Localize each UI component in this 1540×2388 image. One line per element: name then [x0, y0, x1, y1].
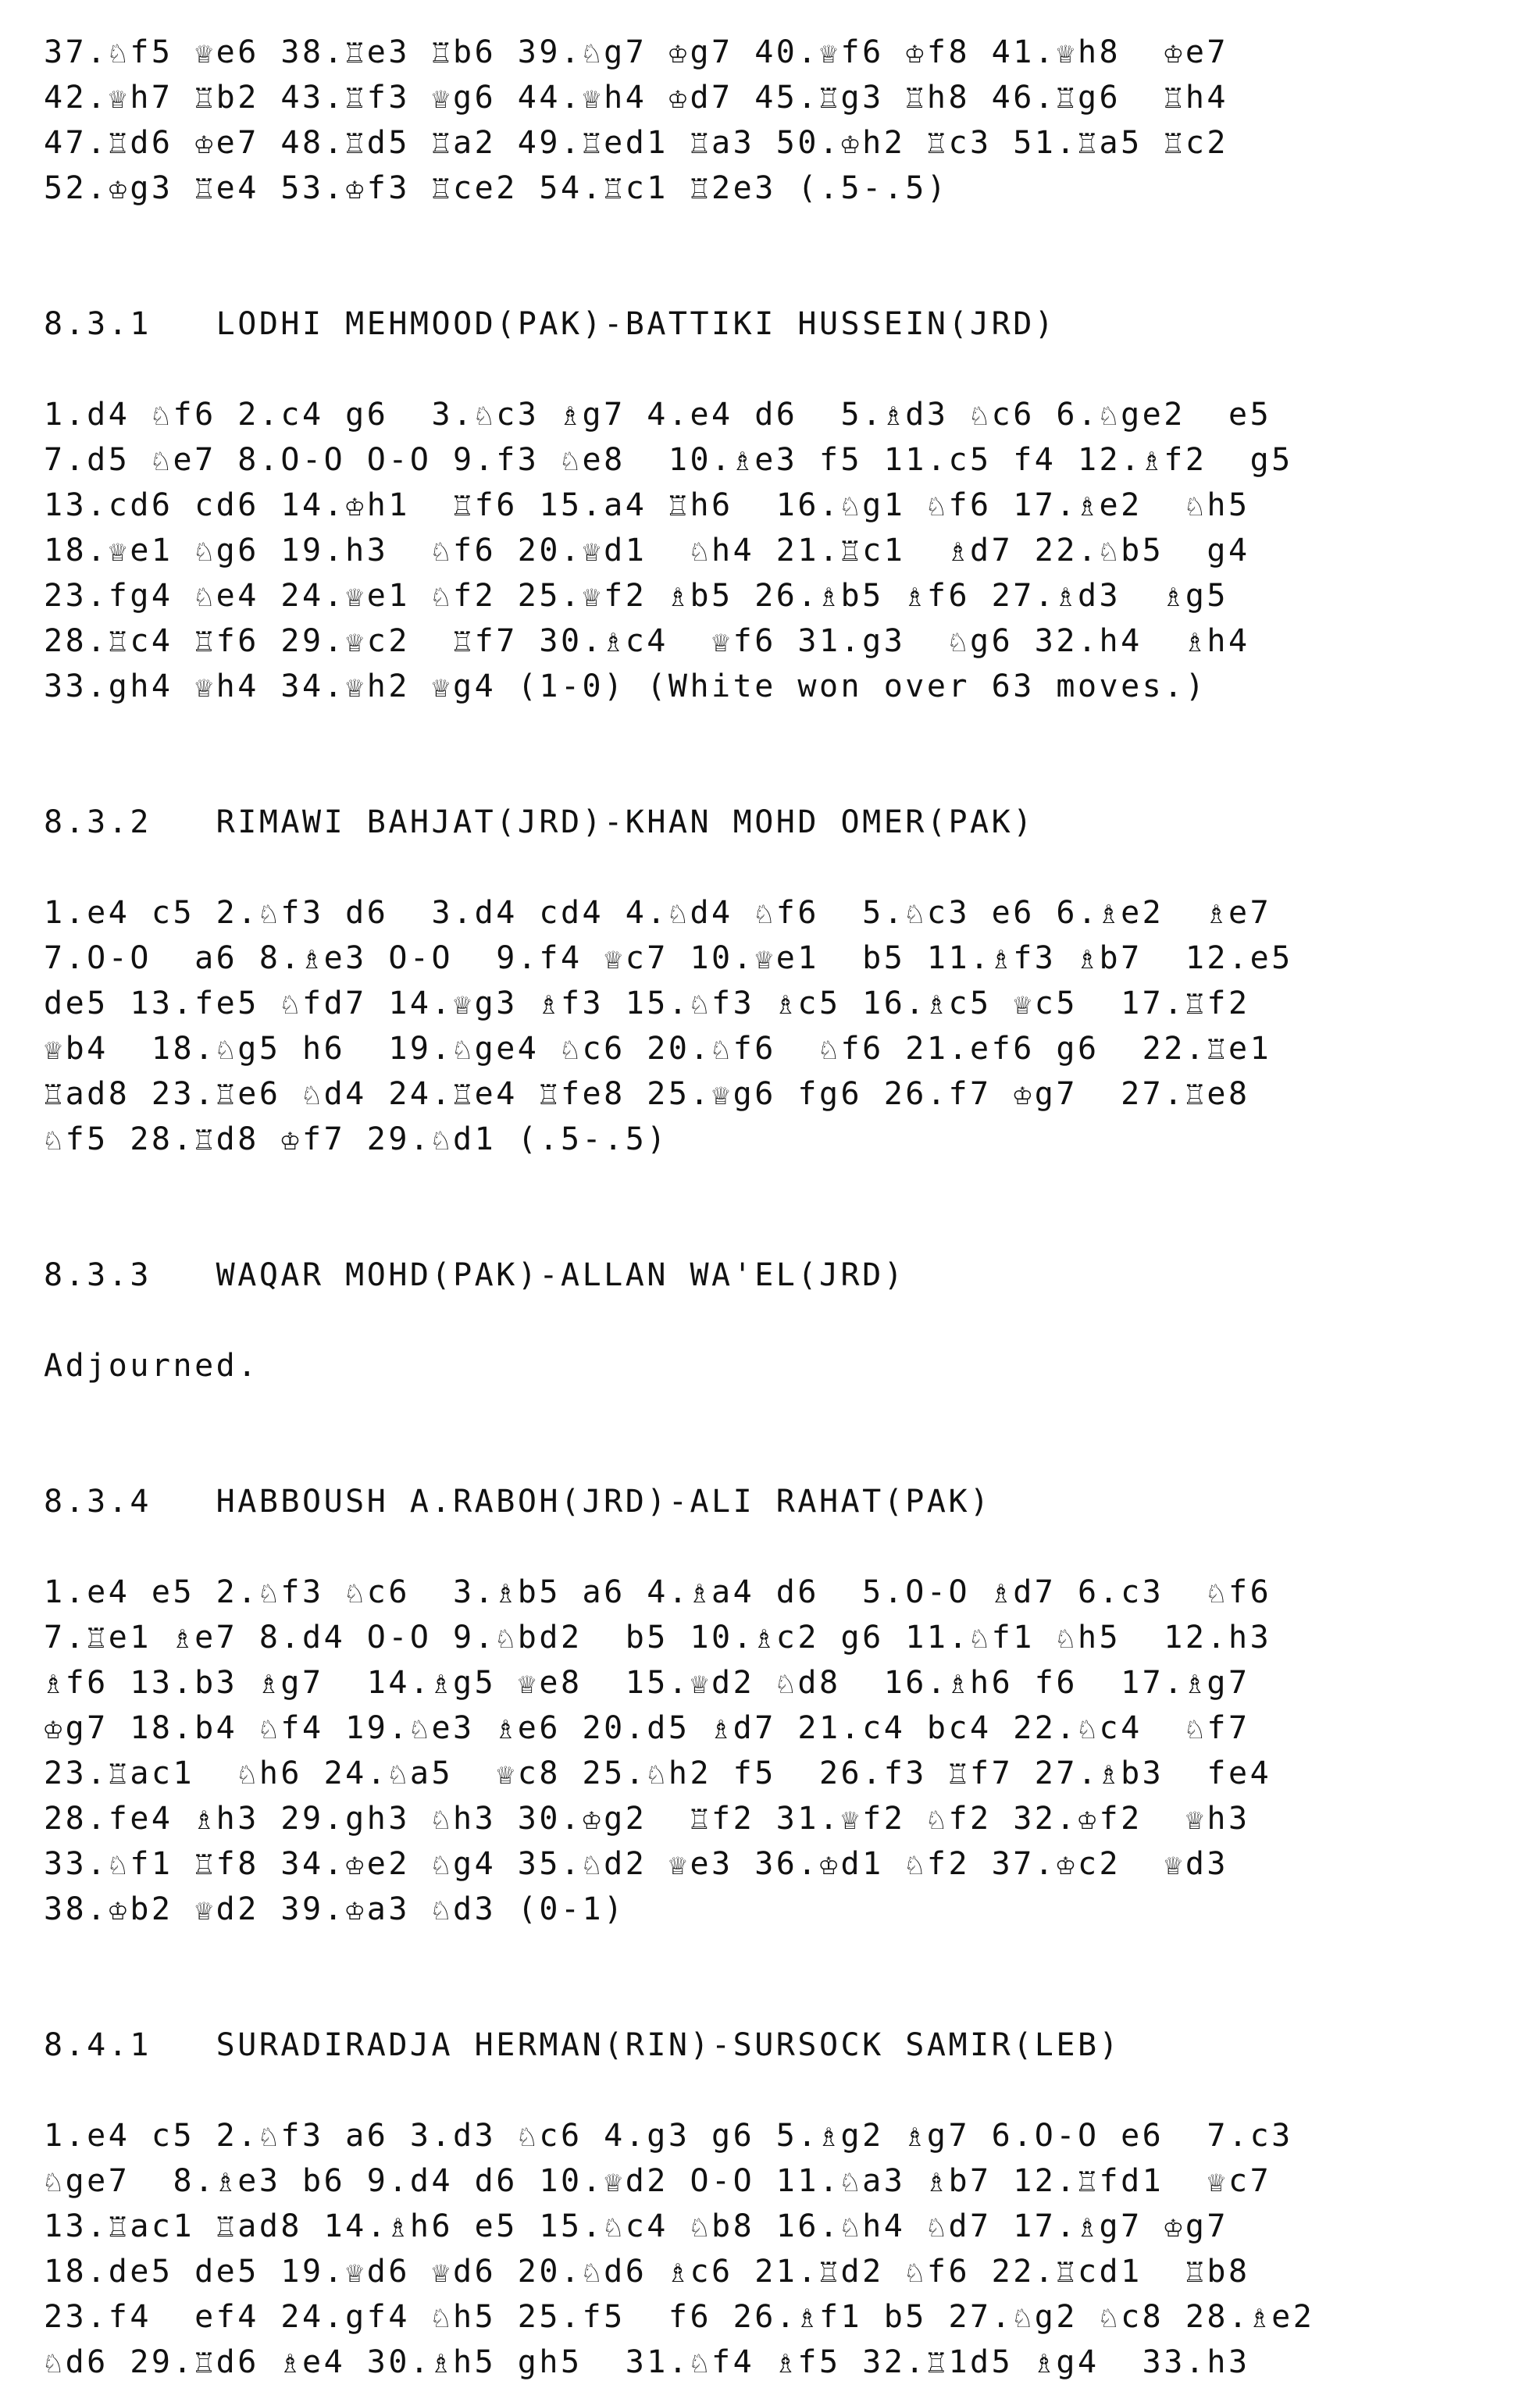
move-line: ♕b4 18.♘g5 h6 19.♘ge4 ♘c6 20.♘f6 ♘f6 21.ef6 g6 22.♖e1 [44, 1031, 1272, 1067]
game-number: 8.4.1 [44, 2027, 152, 2063]
game-moves-8-3-2 [44, 890, 1496, 1162]
move-line: 23.fg4 ♘e4 24.♕e1 ♘f2 25.♕f2 ♗b5 26.♗b5 ♗f6 27.♗d3 ♗g5 [44, 578, 1229, 614]
game-moves-8-3-4 [44, 1570, 1496, 1932]
game-heading-8-3-1 [44, 301, 1496, 347]
move-line: 1.e4 e5 2.♘f3 ♘c6 3.♗b5 a6 4.♗a4 d6 5.O-O ♗d7 6.c3 ♘f6 [44, 1574, 1272, 1610]
game-moves-8-4-1 [44, 2113, 1496, 2385]
move-line: 28.♖c4 ♖f6 29.♕c2 ♖f7 30.♗c4 ♕f6 31.g3 ♘g6 32.h4 ♗h4 [44, 623, 1250, 659]
game-players: HABBOUSH A.RABOH(JRD)-ALI RAHAT(PAK) [216, 1484, 992, 1520]
game-heading-8-3-2 [44, 800, 1496, 845]
game-players: LODHI MEHMOOD(PAK)-BATTIKI HUSSEIN(JRD) [216, 306, 1057, 342]
game-number: 8.3.1 [44, 306, 152, 342]
move-line: 7.♖e1 ♗e7 8.d4 O-O 9.♘bd2 b5 10.♗c2 g6 11.♘f1 ♘h5 12.h3 [44, 1620, 1272, 1656]
move-line: 1.e4 c5 2.♘f3 d6 3.d4 cd4 4.♘d4 ♘f6 5.♘c3 e6 6.♗e2 ♗e7 [44, 895, 1272, 931]
move-line: 1.e4 c5 2.♘f3 a6 3.d3 ♘c6 4.g3 g6 5.♗g2 ♗g7 6.O-O e6 7.c3 [44, 2118, 1293, 2154]
move-line: 23.f4 ef4 24.gf4 ♘h5 25.f5 f6 26.♗f1 b5 27.♘g2 ♘c8 28.♗e2 [44, 2299, 1315, 2335]
move-line: 23.♖ac1 ♘h6 24.♘a5 ♕c8 25.♘h2 f5 26.f3 ♖f7 27.♗b3 fe4 [44, 1755, 1272, 1791]
move-line: 52.♔g3 ♖e4 53.♔f3 ♖ce2 54.♖c1 ♖2e3 (.5-.5) [44, 170, 949, 206]
move-line: ♗f6 13.b3 ♗g7 14.♗g5 ♕e8 15.♕d2 ♘d8 16.♗h6 f6 17.♗g7 [44, 1665, 1250, 1701]
game-players: SURADIRADJA HERMAN(RIN)-SURSOCK SAMIR(LEB) [216, 2027, 1121, 2063]
move-line: 7.d5 ♘e7 8.O-O O-O 9.f3 ♘e8 10.♗e3 f5 11.c5 f4 12.♗f2 g5 [44, 442, 1293, 478]
move-line: ♘d6 29.♖d6 ♗e4 30.♗h5 gh5 31.♘f4 ♗f5 32.♖1d5 ♗g4 33.h3 [44, 2344, 1250, 2380]
move-line: 13.cd6 cd6 14.♔h1 ♖f6 15.a4 ♖h6 16.♘g1 ♘f6 17.♗e2 ♘h5 [44, 487, 1250, 523]
game-moves-8-3-3 [44, 1343, 1496, 1388]
scoresheet-page [44, 30, 1496, 2385]
move-line: ♘f5 28.♖d8 ♔f7 29.♘d1 (.5-.5) [44, 1121, 668, 1157]
game-number: 8.3.4 [44, 1484, 152, 1520]
move-line: 18.♕e1 ♘g6 19.h3 ♘f6 20.♕d1 ♘h4 21.♖c1 ♗d7 22.♘b5 g4 [44, 533, 1250, 568]
game-players: RIMAWI BAHJAT(JRD)-KHAN MOHD OMER(PAK) [216, 804, 1035, 840]
move-line: 28.fe4 ♗h3 29.gh3 ♘h3 30.♔g2 ♖f2 31.♕f2 ♘f2 32.♔f2 ♕h3 [44, 1801, 1250, 1837]
move-line: ♖ad8 23.♖e6 ♘d4 24.♖e4 ♖fe8 25.♕g6 fg6 26.f7 ♔g7 27.♖e8 [44, 1076, 1250, 1112]
continued-game-moves [44, 30, 1496, 211]
game-moves-8-3-1 [44, 392, 1496, 709]
move-line: 37.♘f5 ♕e6 38.♖e3 ♖b6 39.♘g7 ♔g7 40.♕f6 ♔f8 41.♕h8 ♔e7 [44, 34, 1229, 70]
move-line: 33.gh4 ♕h4 34.♕h2 ♕g4 (1-0) (White won over 63 moves.) [44, 668, 1207, 704]
move-line: 7.O-O a6 8.♗e3 O-O 9.f4 ♕c7 10.♕e1 b5 11.♗f3 ♗b7 12.e5 [44, 940, 1293, 976]
game-number: 8.3.2 [44, 804, 152, 840]
move-line: 47.♖d6 ♔e7 48.♖d5 ♖a2 49.♖ed1 ♖a3 50.♔h2 ♖c3 51.♖a5 ♖c2 [44, 125, 1229, 161]
move-line: ♔g7 18.b4 ♘f4 19.♘e3 ♗e6 20.d5 ♗d7 21.c4 bc4 22.♘c4 ♘f7 [44, 1710, 1250, 1746]
move-line: de5 13.fe5 ♘fd7 14.♕g3 ♗f3 15.♘f3 ♗c5 16.♗c5 ♕c5 17.♖f2 [44, 985, 1250, 1021]
move-line: 38.♔b2 ♕d2 39.♔a3 ♘d3 (0-1) [44, 1891, 626, 1927]
game-players: WAQAR MOHD(PAK)-ALLAN WA'EL(JRD) [216, 1257, 906, 1293]
move-line: 1.d4 ♘f6 2.c4 g6 3.♘c3 ♗g7 4.e4 d6 5.♗d3 ♘c6 6.♘ge2 e5 [44, 397, 1272, 433]
game-heading-8-3-3 [44, 1253, 1496, 1298]
game-heading-8-4-1 [44, 2023, 1496, 2068]
move-line: 33.♘f1 ♖f8 34.♔e2 ♘g4 35.♘d2 ♕e3 36.♔d1 ♘f2 37.♔c2 ♕d3 [44, 1846, 1229, 1882]
adjourned-note: Adjourned. [44, 1348, 259, 1384]
game-number: 8.3.3 [44, 1257, 152, 1293]
move-line: ♘ge7 8.♗e3 b6 9.d4 d6 10.♕d2 O-O 11.♘a3 ♗b7 12.♖fd1 ♕c7 [44, 2163, 1272, 2199]
game-heading-8-3-4 [44, 1479, 1496, 1524]
move-line: 18.de5 de5 19.♕d6 ♕d6 20.♘d6 ♗c6 21.♖d2 ♘f6 22.♖cd1 ♖b8 [44, 2254, 1250, 2290]
move-line: 42.♕h7 ♖b2 43.♖f3 ♕g6 44.♕h4 ♔d7 45.♖g3 ♖h8 46.♖g6 ♖h4 [44, 80, 1229, 116]
move-line: 13.♖ac1 ♖ad8 14.♗h6 e5 15.♘c4 ♘b8 16.♘h4 ♘d7 17.♗g7 ♔g7 [44, 2208, 1229, 2244]
